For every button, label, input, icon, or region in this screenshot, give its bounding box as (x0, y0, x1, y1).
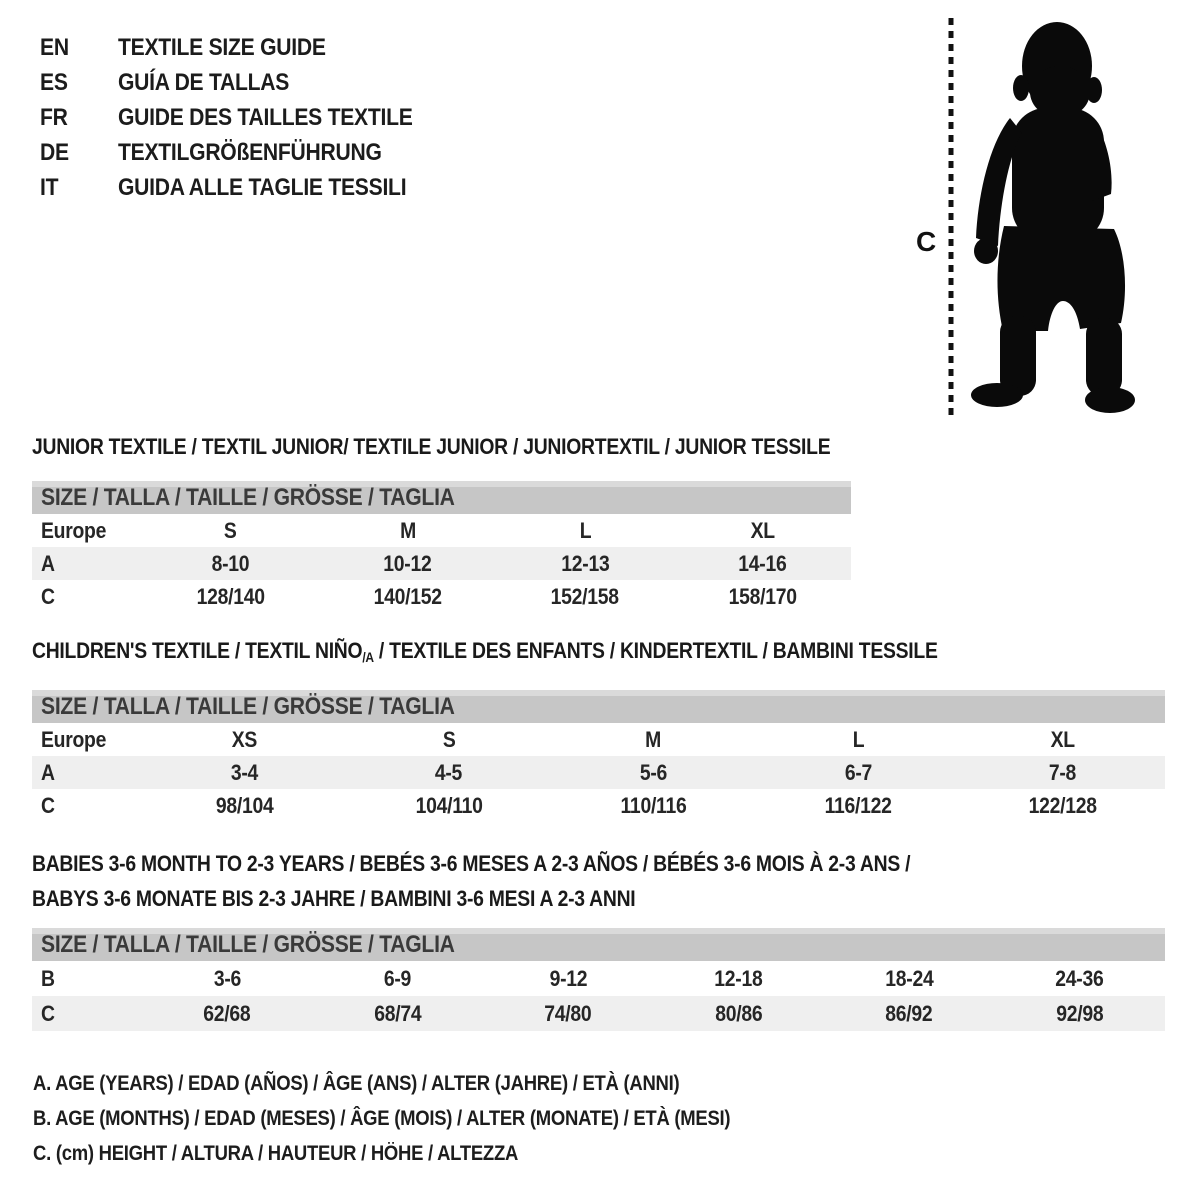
babies-row-height (32, 996, 1165, 1031)
size-cell (995, 966, 1166, 992)
size-cell (142, 727, 347, 753)
language-code-text: DE (40, 138, 69, 166)
language-code (40, 104, 118, 132)
language-title-block (40, 30, 453, 205)
size-cell-text: 7-8 (1049, 759, 1077, 785)
size-cell-text: 8-10 (211, 550, 250, 576)
junior-size-table (32, 481, 851, 613)
language-code-text: FR (40, 103, 68, 131)
size-cell-text: L (579, 517, 591, 543)
language-code (40, 139, 118, 167)
size-header-text: SIZE / TALLA / TAILLE / GRÖSSE / TAGLIA (41, 692, 455, 720)
size-cell (674, 518, 851, 544)
size-cell (347, 727, 552, 753)
size-cell-text: 12-18 (714, 965, 763, 991)
language-title-text: GUIDE DES TAILLES TEXTILE (118, 103, 413, 131)
size-cell-text: 122/128 (1028, 792, 1097, 818)
babies-title-line1 (32, 846, 1030, 881)
size-cell (654, 966, 825, 992)
language-title (118, 174, 446, 202)
children-row-europe (32, 723, 1165, 756)
language-code (40, 174, 118, 202)
language-title-text: TEXTILGRÖßENFÜHRUNG (118, 138, 382, 166)
junior-row-europe (32, 514, 851, 547)
size-cell-text: 6-7 (844, 759, 872, 785)
children-section-title (32, 638, 1061, 671)
size-cell (347, 760, 552, 786)
language-code (40, 34, 118, 62)
size-cell (319, 584, 496, 610)
size-cell (674, 584, 851, 610)
language-code-text: ES (40, 68, 68, 96)
size-cell-text: 116/122 (824, 792, 892, 818)
size-cell (142, 966, 313, 992)
legend-line-a-text: A. AGE (YEARS) / EDAD (AÑOS) / ÂGE (ANS) / ALTER (JAHRE) / ETÀ (ANNI) (33, 1071, 680, 1095)
language-code-text: IT (40, 173, 59, 201)
size-cell-text: 9-12 (549, 965, 588, 991)
babies-row-age-months (32, 961, 1165, 996)
size-cell (497, 518, 674, 544)
size-cell (483, 966, 654, 992)
children-title-sub: /A (362, 649, 374, 665)
size-cell (319, 551, 496, 577)
children-title-after: / TEXTILE DES ENFANTS / KINDERTEXTIL / BAMBINI TESSILE (373, 638, 938, 663)
size-cell-text: 12-13 (561, 550, 610, 576)
children-title-before: CHILDREN'S TEXTILE / TEXTIL NIÑO (32, 638, 363, 663)
row-label-text: Europe (41, 726, 107, 752)
size-cell-text: 110/116 (620, 792, 687, 818)
size-cell-text: M (399, 517, 416, 543)
row-label-text: B (41, 965, 55, 991)
size-cell-text: S (224, 517, 237, 543)
babies-table-size-header (32, 928, 1165, 961)
size-cell-text: 80/86 (715, 1000, 763, 1026)
children-table-size-header (32, 690, 1165, 723)
legend-line-c (33, 1136, 825, 1171)
junior-table-size-header (32, 481, 851, 514)
language-row-es (40, 65, 453, 100)
legend-line-b (33, 1101, 825, 1136)
babies-title-line2-text: BABYS 3-6 MONATE BIS 2-3 JAHRE / BAMBINI 3-6 MESI A 2-3 ANNI (32, 886, 636, 911)
legend-line-c-text: C. (cm) HEIGHT / ALTURA / HAUTEUR / HÖHE / ALTEZZA (33, 1141, 519, 1165)
language-row-it (40, 170, 453, 205)
size-cell (319, 518, 496, 544)
row-label (32, 727, 142, 753)
row-label (32, 1001, 142, 1027)
language-code (40, 69, 118, 97)
size-cell-text: 74/80 (544, 1000, 592, 1026)
children-size-table (32, 690, 1165, 822)
row-label-text: C (41, 792, 55, 818)
size-cell (497, 584, 674, 610)
size-cell-text: 92/98 (1056, 1000, 1104, 1026)
language-row-en (40, 30, 453, 65)
size-cell-text: 4-5 (435, 759, 463, 785)
size-header-text: SIZE / TALLA / TAILLE / GRÖSSE / TAGLIA (41, 483, 455, 511)
legend-line-a (33, 1066, 825, 1101)
size-cell-text: 24-36 (1055, 965, 1104, 991)
language-title-text: GUIDA ALLE TAGLIE TESSILI (118, 173, 407, 201)
row-label (32, 584, 142, 610)
size-cell (142, 793, 347, 819)
size-cell (960, 793, 1165, 819)
language-title (118, 34, 354, 62)
language-title (118, 139, 418, 167)
language-title-text: TEXTILE SIZE GUIDE (118, 33, 326, 61)
row-label-text: A (41, 550, 55, 576)
junior-section-title-text: JUNIOR TEXTILE / TEXTIL JUNIOR/ TEXTILE JUNIOR / JUNIORTEXTIL / JUNIOR TESSILE (32, 434, 831, 459)
size-cell-text: XS (231, 726, 257, 752)
language-row-fr (40, 100, 453, 135)
babies-size-table (32, 928, 1165, 1031)
size-cell-text: 104/110 (415, 792, 483, 818)
size-cell-text: 3-4 (230, 759, 258, 785)
row-label-text: C (41, 1000, 55, 1026)
junior-row-age (32, 547, 851, 580)
size-cell (756, 760, 961, 786)
size-cell (313, 966, 484, 992)
children-section-title-text (32, 638, 938, 671)
language-title (118, 69, 312, 97)
size-cell-text: 140/152 (373, 583, 442, 609)
size-cell (824, 1001, 995, 1027)
measure-legend (33, 1066, 825, 1171)
size-cell-text: 86/92 (885, 1000, 933, 1026)
size-cell-text: 14-16 (738, 550, 787, 576)
language-row-de (40, 135, 453, 170)
size-cell-text: XL (750, 517, 775, 543)
row-label (32, 518, 142, 544)
size-cell (142, 1001, 313, 1027)
size-cell (756, 727, 961, 753)
size-cell-text: 152/158 (551, 583, 620, 609)
row-label (32, 551, 142, 577)
size-cell (497, 551, 674, 577)
size-cell (551, 727, 756, 753)
legend-line-b-text: B. AGE (MONTHS) / EDAD (MESES) / ÂGE (MOIS) / ALTER (MONATE) / ETÀ (MESI) (33, 1106, 731, 1130)
height-measure-label: C (916, 226, 937, 257)
row-label-text: C (41, 583, 55, 609)
size-cell (654, 1001, 825, 1027)
babies-section-title (32, 846, 1030, 916)
size-cell-text: 62/68 (203, 1000, 251, 1026)
size-cell (142, 551, 319, 577)
toddler-silhouette (971, 22, 1135, 413)
size-cell-text: L (852, 726, 864, 752)
size-cell (347, 793, 552, 819)
size-cell (674, 551, 851, 577)
size-cell-text: 68/74 (374, 1000, 422, 1026)
row-label (32, 793, 142, 819)
size-header-text: SIZE / TALLA / TAILLE / GRÖSSE / TAGLIA (41, 930, 455, 958)
language-title-text: GUÍA DE TALLAS (118, 68, 290, 96)
size-cell-text: 158/170 (728, 583, 797, 609)
language-title (118, 104, 453, 132)
size-cell-text: 18-24 (885, 965, 934, 991)
babies-title-line2 (32, 881, 1030, 916)
size-cell (551, 793, 756, 819)
size-cell (483, 1001, 654, 1027)
size-cell-text: 98/104 (215, 792, 274, 818)
size-cell (142, 760, 347, 786)
size-cell-text: 3-6 (213, 965, 241, 991)
size-cell-text: 6-9 (384, 965, 412, 991)
size-cell-text: 128/140 (196, 583, 265, 609)
junior-row-height (32, 580, 851, 613)
size-cell (960, 760, 1165, 786)
children-row-age (32, 756, 1165, 789)
row-label (32, 760, 142, 786)
size-cell (142, 518, 319, 544)
language-code-text: EN (40, 33, 69, 61)
size-cell (756, 793, 961, 819)
size-cell (995, 1001, 1166, 1027)
size-cell (313, 1001, 484, 1027)
row-label-text: A (41, 759, 55, 785)
size-cell-text: XL (1050, 726, 1075, 752)
junior-section-title (32, 434, 939, 460)
row-label (32, 966, 142, 992)
babies-title-line1-text: BABIES 3-6 MONTH TO 2-3 YEARS / BEBÉS 3-6 MESES A 2-3 AÑOS / BÉBÉS 3-6 MOIS À 2-3 ANS / (32, 851, 911, 876)
size-cell (142, 584, 319, 610)
size-cell-text: S (442, 726, 456, 752)
size-cell-text: M (645, 726, 662, 752)
size-cell (551, 760, 756, 786)
size-cell-text: 5-6 (639, 759, 668, 785)
children-row-height (32, 789, 1165, 822)
row-label-text: Europe (41, 517, 107, 543)
size-cell (960, 727, 1165, 753)
size-cell (824, 966, 995, 992)
size-cell-text: 10-12 (383, 550, 432, 576)
height-measure-figure (900, 8, 1145, 420)
